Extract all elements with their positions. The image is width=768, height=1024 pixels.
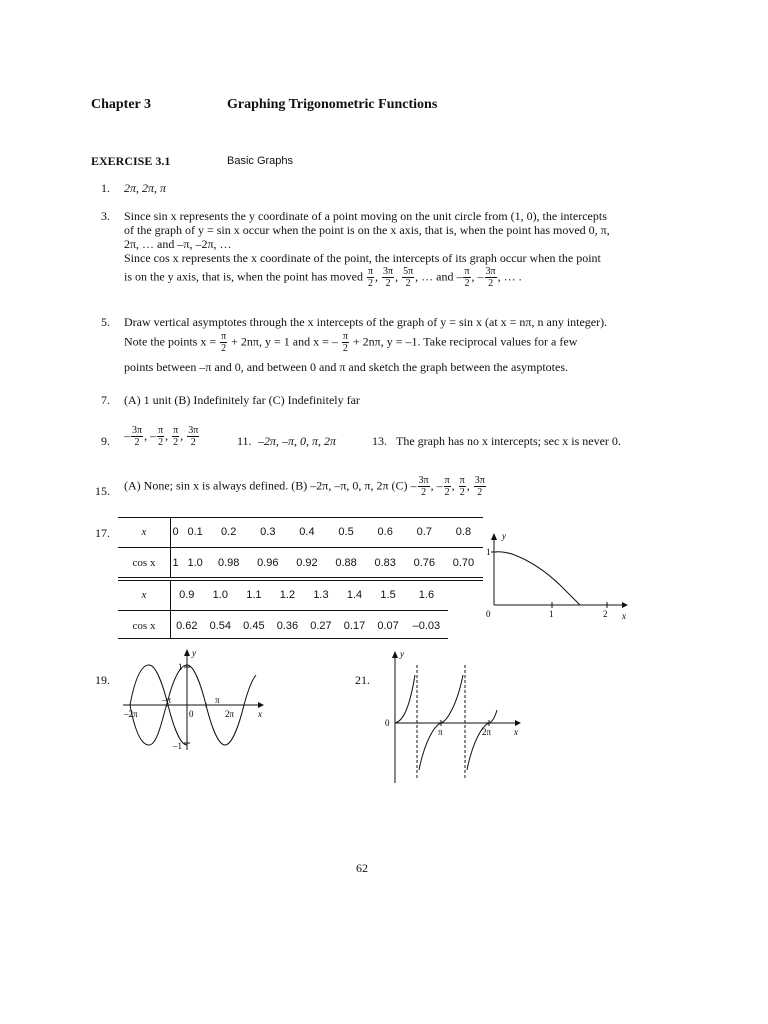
answer-3-line2: of the graph of y = sin x occur when the point is on the x axis, that is, when the point has moved 0, π, (124, 223, 610, 237)
table-cell: 0.8 (444, 517, 483, 548)
table-cell: 0.96 (257, 557, 279, 569)
fraction: $\frac{\pi}{2}$ (459, 475, 465, 498)
table-row (118, 517, 483, 548)
table-cell: 0.98 (217, 557, 240, 569)
answer-9-number: 9. (101, 434, 110, 448)
table-cell: 0.1 (181, 517, 209, 548)
table-bottom-rule (118, 638, 448, 639)
answer-7-number: 7. (101, 393, 110, 407)
table-cell: x (118, 517, 170, 548)
x-axis-arrow (622, 602, 628, 608)
answer-3-line1: Since sin x represents the y coordinate of a point moving on the unit circle from (1, 0), the intercepts (124, 209, 607, 223)
table-cell: 0.17 (343, 620, 366, 632)
sine-graph (118, 645, 268, 755)
answer-17-number: 17. (95, 526, 110, 540)
x-tick-label: π (215, 695, 220, 705)
answer-5-number: 5. (101, 315, 110, 329)
answer-15-number: 15. (95, 484, 110, 498)
y-axis-label: y (400, 649, 404, 659)
fraction: $\frac{3\pi}{2}$ (485, 266, 496, 289)
table-cell: x (118, 580, 170, 611)
table-cell: 0.3 (248, 517, 287, 548)
fraction: $\frac{\pi}{2}$ (173, 425, 179, 448)
answer-7-text: (A) 1 unit (B) Indefinitely far (C) Indefinitely far (124, 393, 360, 407)
tangent-graph (380, 645, 525, 785)
fraction: $\frac{3\pi}{2}$ (132, 425, 143, 448)
answer-3-number: 3. (101, 209, 110, 223)
answer-9-text: – $\frac{3\pi}{2}$ , – $\frac{\pi}{2}$ , $\frac{\pi}{2}$ , $\frac{3\pi}{2}$ (124, 425, 199, 448)
fraction: $\frac{\pi}{2}$ (342, 331, 348, 354)
table-cell: 0.07 (377, 620, 399, 632)
table-cell: 1 (172, 557, 179, 569)
table-cell: 0.54 (209, 620, 232, 632)
y-axis-arrow (184, 649, 190, 656)
table-cell: 1.4 (338, 580, 372, 611)
answer-19-number: 19. (95, 673, 110, 687)
x-axis-arrow (258, 702, 264, 708)
answer-3-line5-start: is on the y axis, that is, when the point has moved (124, 269, 363, 284)
origin-label: 0 (385, 718, 390, 728)
table-cell: 1.0 (204, 580, 238, 611)
table-row (118, 611, 448, 642)
table-cell: 1.0 (187, 557, 203, 569)
y-tick-label: 1 (486, 547, 491, 557)
y-tick-label: 1 (178, 662, 183, 672)
table-cell: 0.2 (209, 517, 248, 548)
table-cell: cos x (132, 557, 156, 569)
table-cell: 0.7 (405, 517, 444, 548)
x-axis-label: x (514, 727, 518, 737)
table-cell: 1.6 (405, 580, 448, 611)
chapter-title: Graphing Trigonometric Functions (227, 97, 438, 112)
table-cell: 0.6 (366, 517, 405, 548)
table-cell: 0.45 (243, 620, 265, 632)
tan-branch (395, 675, 415, 723)
answer-11-text: –2π, –π, 0, π, 2π (258, 434, 337, 448)
table-cell: 0.9 (170, 580, 204, 611)
fraction: $\frac{3\pi}{2}$ (188, 425, 199, 448)
x-tick-label: –π (162, 695, 172, 705)
table-cell: 0.92 (296, 557, 318, 569)
cosine-graph (482, 527, 632, 622)
y-axis-label: y (502, 531, 506, 541)
x-axis-label: x (258, 709, 262, 719)
fraction: $\frac{3\pi}{2}$ (418, 475, 429, 498)
y-tick-label: –1 (173, 741, 182, 751)
answer-5-line1: Draw vertical asymptotes through the x intercepts of the graph of y = sin x (at x = nπ, n any integer). (124, 315, 608, 329)
answer-5-line2: Note the points x = $\frac{\pi}{2}$ + 2nπ, y = 1 and x = – $\frac{\pi}{2}$ + 2nπ, y = –1. Take reciprocal values for a few (124, 331, 578, 354)
table-row (118, 548, 483, 579)
x-tick-label: π (438, 727, 443, 737)
x-tick-label: 0 (189, 709, 194, 719)
answer-13-number: 13. (372, 434, 387, 448)
x-tick-label: 2π (225, 709, 235, 719)
answer-3-line5: is on the y axis, that is, when the point has moved $\frac{\pi}{2}$ , $\frac{3\pi}{2}$ , $\frac{5\pi}{2}$ , … and – $\frac{\pi}{2}$ , – $\frac{3\pi}{2}$ , … . (124, 266, 522, 289)
cosine-curve (494, 552, 580, 605)
table-cell: 0.88 (335, 557, 357, 569)
table-cell: 1.1 (237, 580, 271, 611)
table-cell: 0.62 (176, 620, 198, 632)
y-axis-arrow (392, 651, 398, 658)
table-row (118, 580, 448, 611)
answer-5-line3: points between –π and 0, and between 0 and π and sketch the graph between the asymptotes. (124, 360, 568, 374)
fraction: $\frac{\pi}{2}$ (464, 266, 470, 289)
answer-13-text: The graph has no x intercepts; sec x is never 0. (396, 434, 621, 448)
answer-21-number: 21. (355, 673, 370, 687)
x-tick-label: –2π (124, 709, 138, 719)
y-axis-arrow (491, 533, 497, 540)
answer-15-text: (A) None; sin x is always defined. (B) –2π, –π, 0, π, 2π (C) – $\frac{3\pi}{2}$ , – $\frac{\pi}{2}$ , $\frac{\pi}{2}$ , $\frac{3\pi}{2}$ (124, 475, 485, 498)
table-cell: 1.3 (304, 580, 338, 611)
answer-3-line4: Since cos x represents the x coordinate of the point, the intercepts of its graph occur when the point (124, 251, 601, 265)
exercise-title: Basic Graphs (227, 155, 294, 167)
values-table-2 (118, 580, 448, 641)
table-cell: 0.5 (326, 517, 365, 548)
fraction: $\frac{\pi}{2}$ (158, 425, 164, 448)
table-cell: 0.83 (374, 557, 396, 569)
answer-3-line3: 2π, … and –π, –2π, … (124, 237, 232, 251)
x-tick-label: 1 (549, 609, 554, 619)
table-cell: –0.03 (412, 620, 441, 632)
x-tick-label: 2π (482, 727, 492, 737)
fraction: $\frac{\pi}{2}$ (221, 331, 227, 354)
table-cell: 0.36 (276, 620, 299, 632)
table-cell: 0 (170, 517, 181, 548)
x-tick-label: 2 (603, 609, 608, 619)
chapter-label: Chapter 3 (91, 97, 152, 112)
table-cell: 1.5 (371, 580, 405, 611)
page-number: 62 (356, 861, 368, 875)
fraction: $\frac{\pi}{2}$ (444, 475, 450, 498)
y-axis-label: y (192, 648, 196, 658)
answer-1-text: 2π, 2π, π (124, 181, 167, 195)
exercise-label: EXERCISE 3.1 (91, 154, 171, 168)
table-cell: cos x (132, 620, 156, 632)
table-cell: 0.27 (310, 620, 332, 632)
answer-1-number: 1. (101, 181, 110, 195)
fraction: $\frac{5\pi}{2}$ (403, 266, 414, 289)
x-tick-label: 0 (486, 609, 491, 619)
x-axis-label: x (622, 611, 626, 621)
tan-branch (467, 710, 497, 770)
table-cell: 0.76 (413, 557, 435, 569)
table-mid-rule (118, 577, 483, 578)
table-cell: 0.70 (452, 557, 475, 569)
x-axis-arrow (515, 720, 521, 726)
table-cell: 1.2 (271, 580, 305, 611)
fraction: $\frac{\pi}{2}$ (367, 266, 374, 289)
fraction: $\frac{3\pi}{2}$ (383, 266, 394, 289)
answer-11-number: 11. (237, 434, 252, 448)
fraction: $\frac{3\pi}{2}$ (474, 475, 485, 498)
table-cell: 0.4 (287, 517, 326, 548)
values-table-1 (118, 517, 483, 578)
